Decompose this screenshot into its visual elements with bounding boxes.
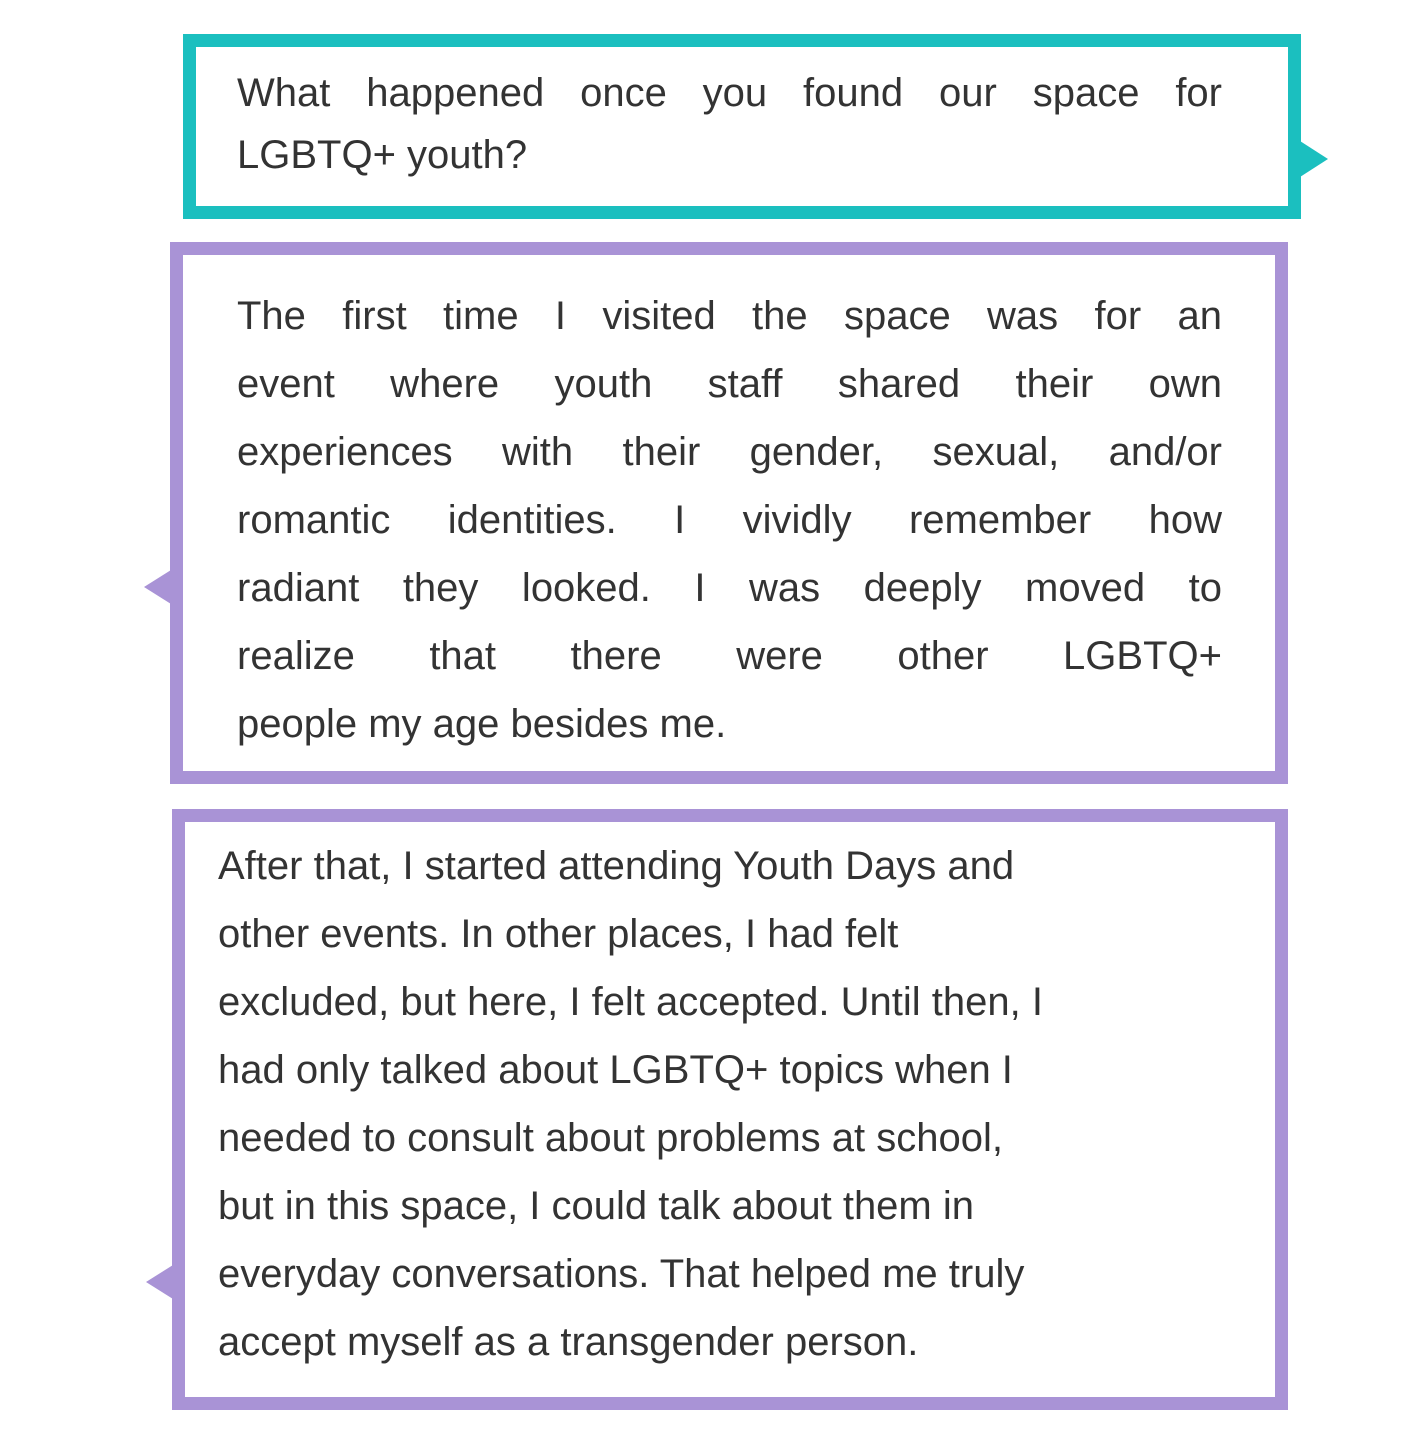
answer-line: needed to consult about problems at school,	[218, 1116, 1003, 1160]
answer-line: other events. In other places, I had felt	[218, 912, 899, 956]
question-line: LGBTQ+ youth?	[237, 133, 528, 177]
answer-line: accept myself as a transgender person.	[218, 1320, 919, 1364]
speech-tail-left	[146, 1265, 173, 1299]
speech-tail-left	[144, 570, 171, 604]
answer-line: but in this space, I could talk about them in	[218, 1184, 974, 1228]
answer-line: had only talked about LGBTQ+ topics when I	[218, 1048, 1013, 1092]
answer-line: realize that there were other LGBTQ+	[237, 634, 1222, 678]
answer-bubble-2	[172, 809, 1288, 1410]
answer-line: romantic identities. I vividly remember how	[237, 498, 1222, 542]
answer-bubble-1	[170, 242, 1288, 784]
answer-line: experiences with their gender, sexual, and/or	[237, 430, 1222, 474]
answer-line: everyday conversations. That helped me truly	[218, 1252, 1025, 1296]
answer-line: people my age besides me.	[237, 702, 727, 746]
answer-line: excluded, but here, I felt accepted. Until then, I	[218, 980, 1043, 1024]
question-line: What happened once you found our space for	[237, 71, 1222, 115]
speech-tail-right	[1300, 141, 1328, 177]
answer-line: The first time I visited the space was for an	[237, 294, 1222, 338]
question-bubble	[183, 34, 1301, 219]
answer-line: event where youth staff shared their own	[237, 362, 1222, 406]
answer-line: radiant they looked. I was deeply moved to	[237, 566, 1222, 610]
answer-line: After that, I started attending Youth Days and	[218, 844, 1015, 888]
